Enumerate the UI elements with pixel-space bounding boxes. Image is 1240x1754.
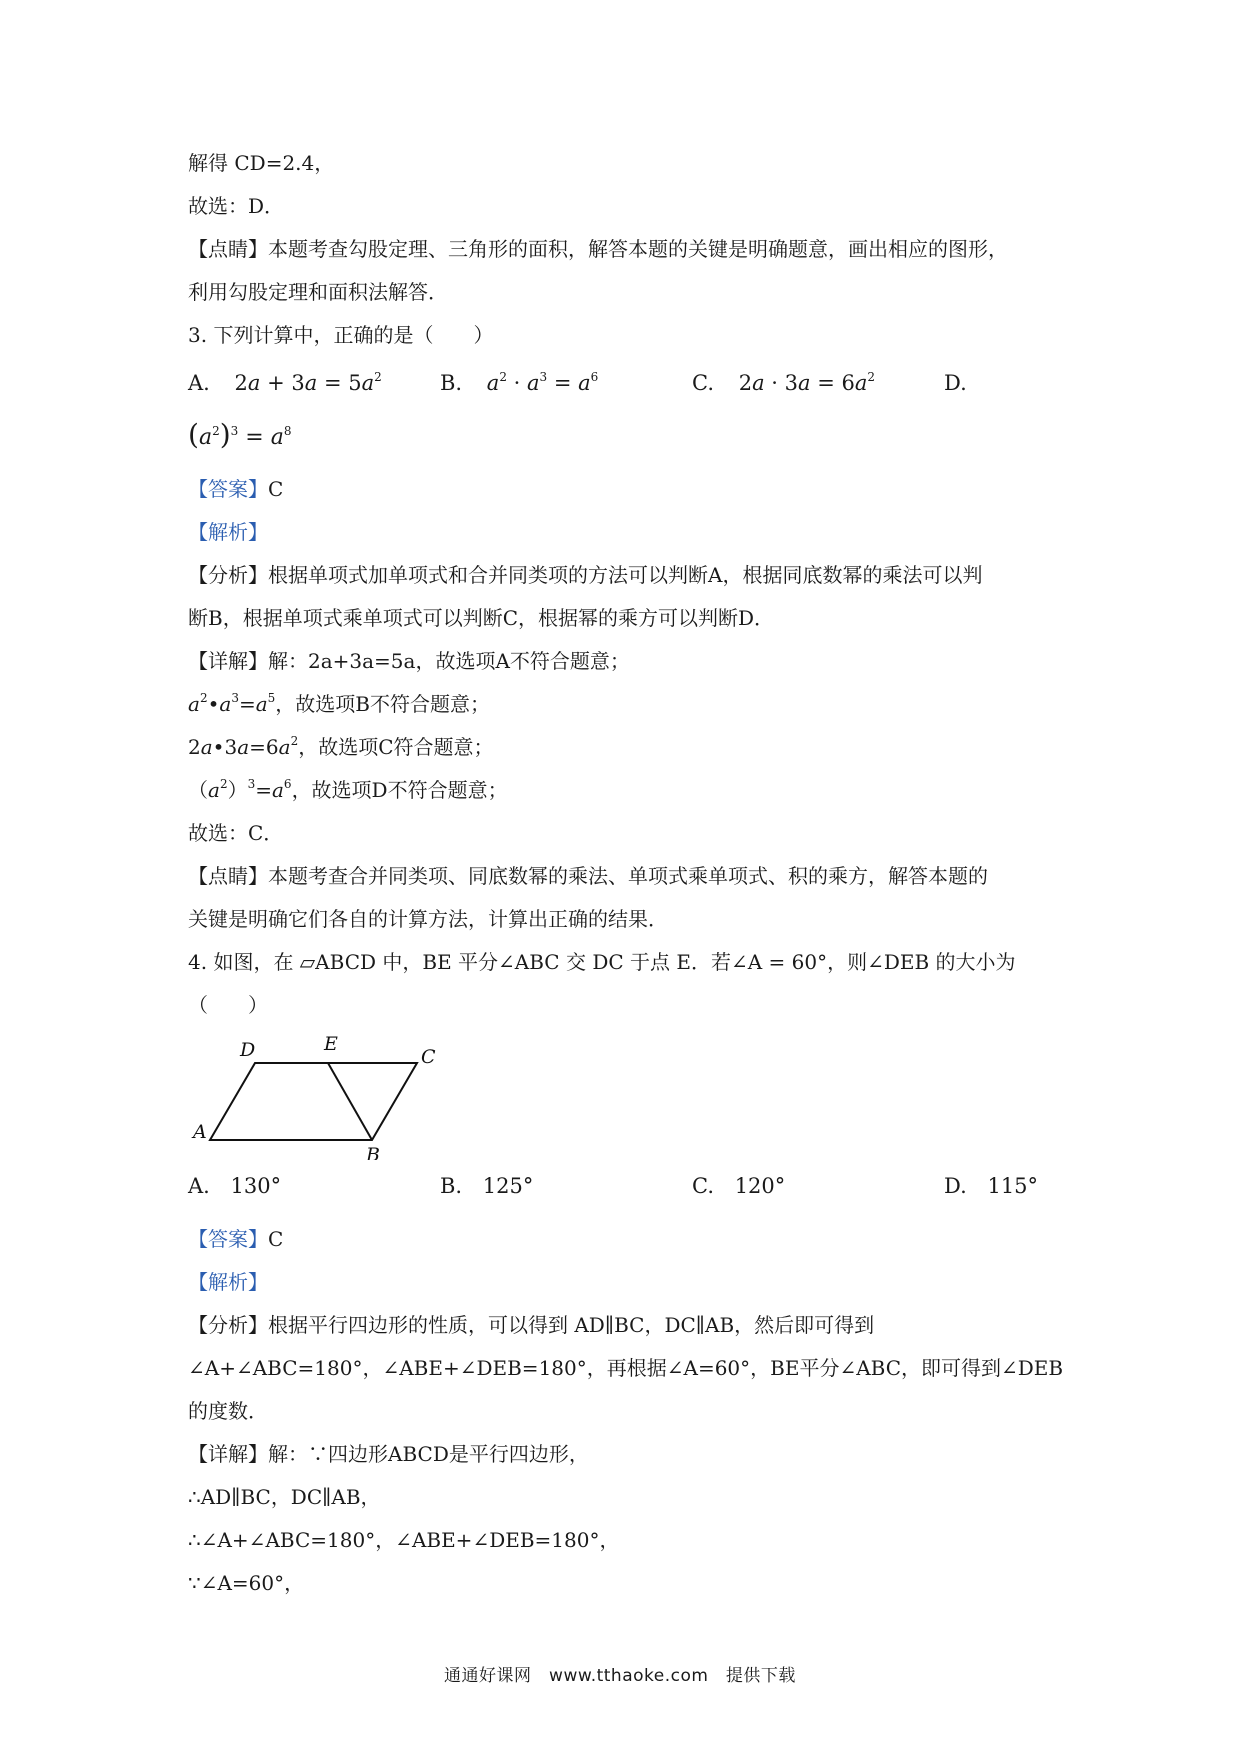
text-line: 解得 CD=2.4， [188, 151, 335, 175]
option-letter: C. [692, 371, 714, 395]
text-line: ∴AD∥BC，DC∥AB， [188, 1485, 381, 1509]
page-footer: 通通好课网 www.tthaoke.com 提供下载 [444, 1666, 796, 1686]
answer-value: C [268, 477, 284, 501]
question-4-stem: 4. 如图，在 ▱ABCD 中，BE 平分∠ABC 交 DC 于点 E．若∠A = 60°，则∠DEB 的大小为 [188, 950, 1016, 974]
option-value: 115° [987, 1174, 1039, 1198]
q3-option-d [944, 369, 967, 397]
text-line: 【详解】解：2a+3a=5a，故选项A不符合题意； [188, 649, 630, 673]
parallelogram-figure [188, 1030, 448, 1160]
q3-option-c: C. $2a \cdot 3a = 6a^2$ [692, 370, 875, 395]
fig-label-a: A [193, 1121, 207, 1143]
fig-label-d: D [240, 1039, 256, 1061]
option-value: 130° [230, 1174, 282, 1198]
fig-label-b: B [366, 1144, 380, 1160]
question-3-stem: 3. 下列计算中，正确的是（ ） [188, 323, 494, 347]
answer-tag: 【答案】 [188, 477, 268, 501]
option-letter: B. [440, 371, 463, 395]
text-line: 【详解】解：∵四边形ABCD是平行四边形， [188, 1442, 589, 1466]
text-line: 关键是明确它们各自的计算方法，计算出正确的结果． [188, 907, 668, 931]
q3-option-d-formula: $(a^2)^3 = a^8$ [188, 418, 292, 451]
text-line: 故选：D． [188, 194, 285, 218]
text-line: ∴∠A+∠ABC=180°，∠ABE+∠DEB=180°， [188, 1528, 620, 1552]
option-value: 125° [482, 1174, 534, 1198]
option-letter: D. [944, 1174, 967, 1198]
q4-option-b [440, 1172, 533, 1200]
text-line: 【点睛】本题考查勾股定理、三角形的面积，解答本题的关键是明确题意，画出相应的图形， [188, 237, 1008, 261]
text-line: 的度数． [188, 1399, 268, 1423]
text-line: $(a^2)^3=a^6$，故选项D不符合题意； [188, 777, 508, 802]
answer-tag: 【答案】 [188, 1227, 268, 1251]
q4-option-d [944, 1172, 1038, 1200]
text-line: ∵∠A=60°， [188, 1571, 305, 1595]
answer-value: C [268, 1227, 284, 1251]
text-line: $a^2•a^3=a^5$，故选项B不符合题意； [188, 691, 490, 716]
text-line: 【分析】根据平行四边形的性质，可以得到 AD∥BC，DC∥AB，然后即可得到 [188, 1313, 875, 1337]
text-line: 利用勾股定理和面积法解答． [188, 280, 448, 304]
text-line: 故选：C． [188, 821, 284, 845]
option-letter: A. [188, 371, 210, 395]
text-line: ∠A+∠ABC=180°，∠ABE+∠DEB=180°，再根据∠A=60°，BE平分∠ABC，即可得到∠DEB [188, 1356, 1064, 1380]
analysis-tag: 【解析】 [188, 520, 268, 544]
text-line: $2a•3a=6a^2$，故选项C符合题意； [188, 734, 494, 759]
text-line: （ ） [188, 993, 268, 1017]
option-letter: A. [188, 1174, 210, 1198]
q4-option-c [692, 1172, 785, 1200]
answer-line [188, 1226, 283, 1252]
text-line: 【点睛】本题考查合并同类项、同底数幂的乘法、单项式乘单项式、积的乘方，解答本题的 [188, 864, 988, 888]
q4-option-a [188, 1172, 281, 1200]
text-line: 【分析】根据单项式加单项式和合并同类项的方法可以判断A，根据同底数幂的乘法可以判 [188, 563, 983, 587]
text-line: 断B，根据单项式乘单项式可以判断C，根据幂的乘方可以判断D． [188, 606, 775, 630]
fig-label-c: C [421, 1046, 436, 1068]
option-letter: C. [692, 1174, 714, 1198]
fig-label-e: E [324, 1033, 338, 1055]
option-value: 120° [734, 1174, 786, 1198]
answer-line [188, 476, 283, 502]
analysis-tag: 【解析】 [188, 1270, 268, 1294]
q3-option-a: A. $2a + 3a = 5a^2$ [188, 370, 382, 395]
option-letter: D. [944, 371, 967, 395]
option-letter: B. [440, 1174, 463, 1198]
q3-option-b: B. $a^2 \cdot a^3 = a^6$ [440, 370, 599, 395]
